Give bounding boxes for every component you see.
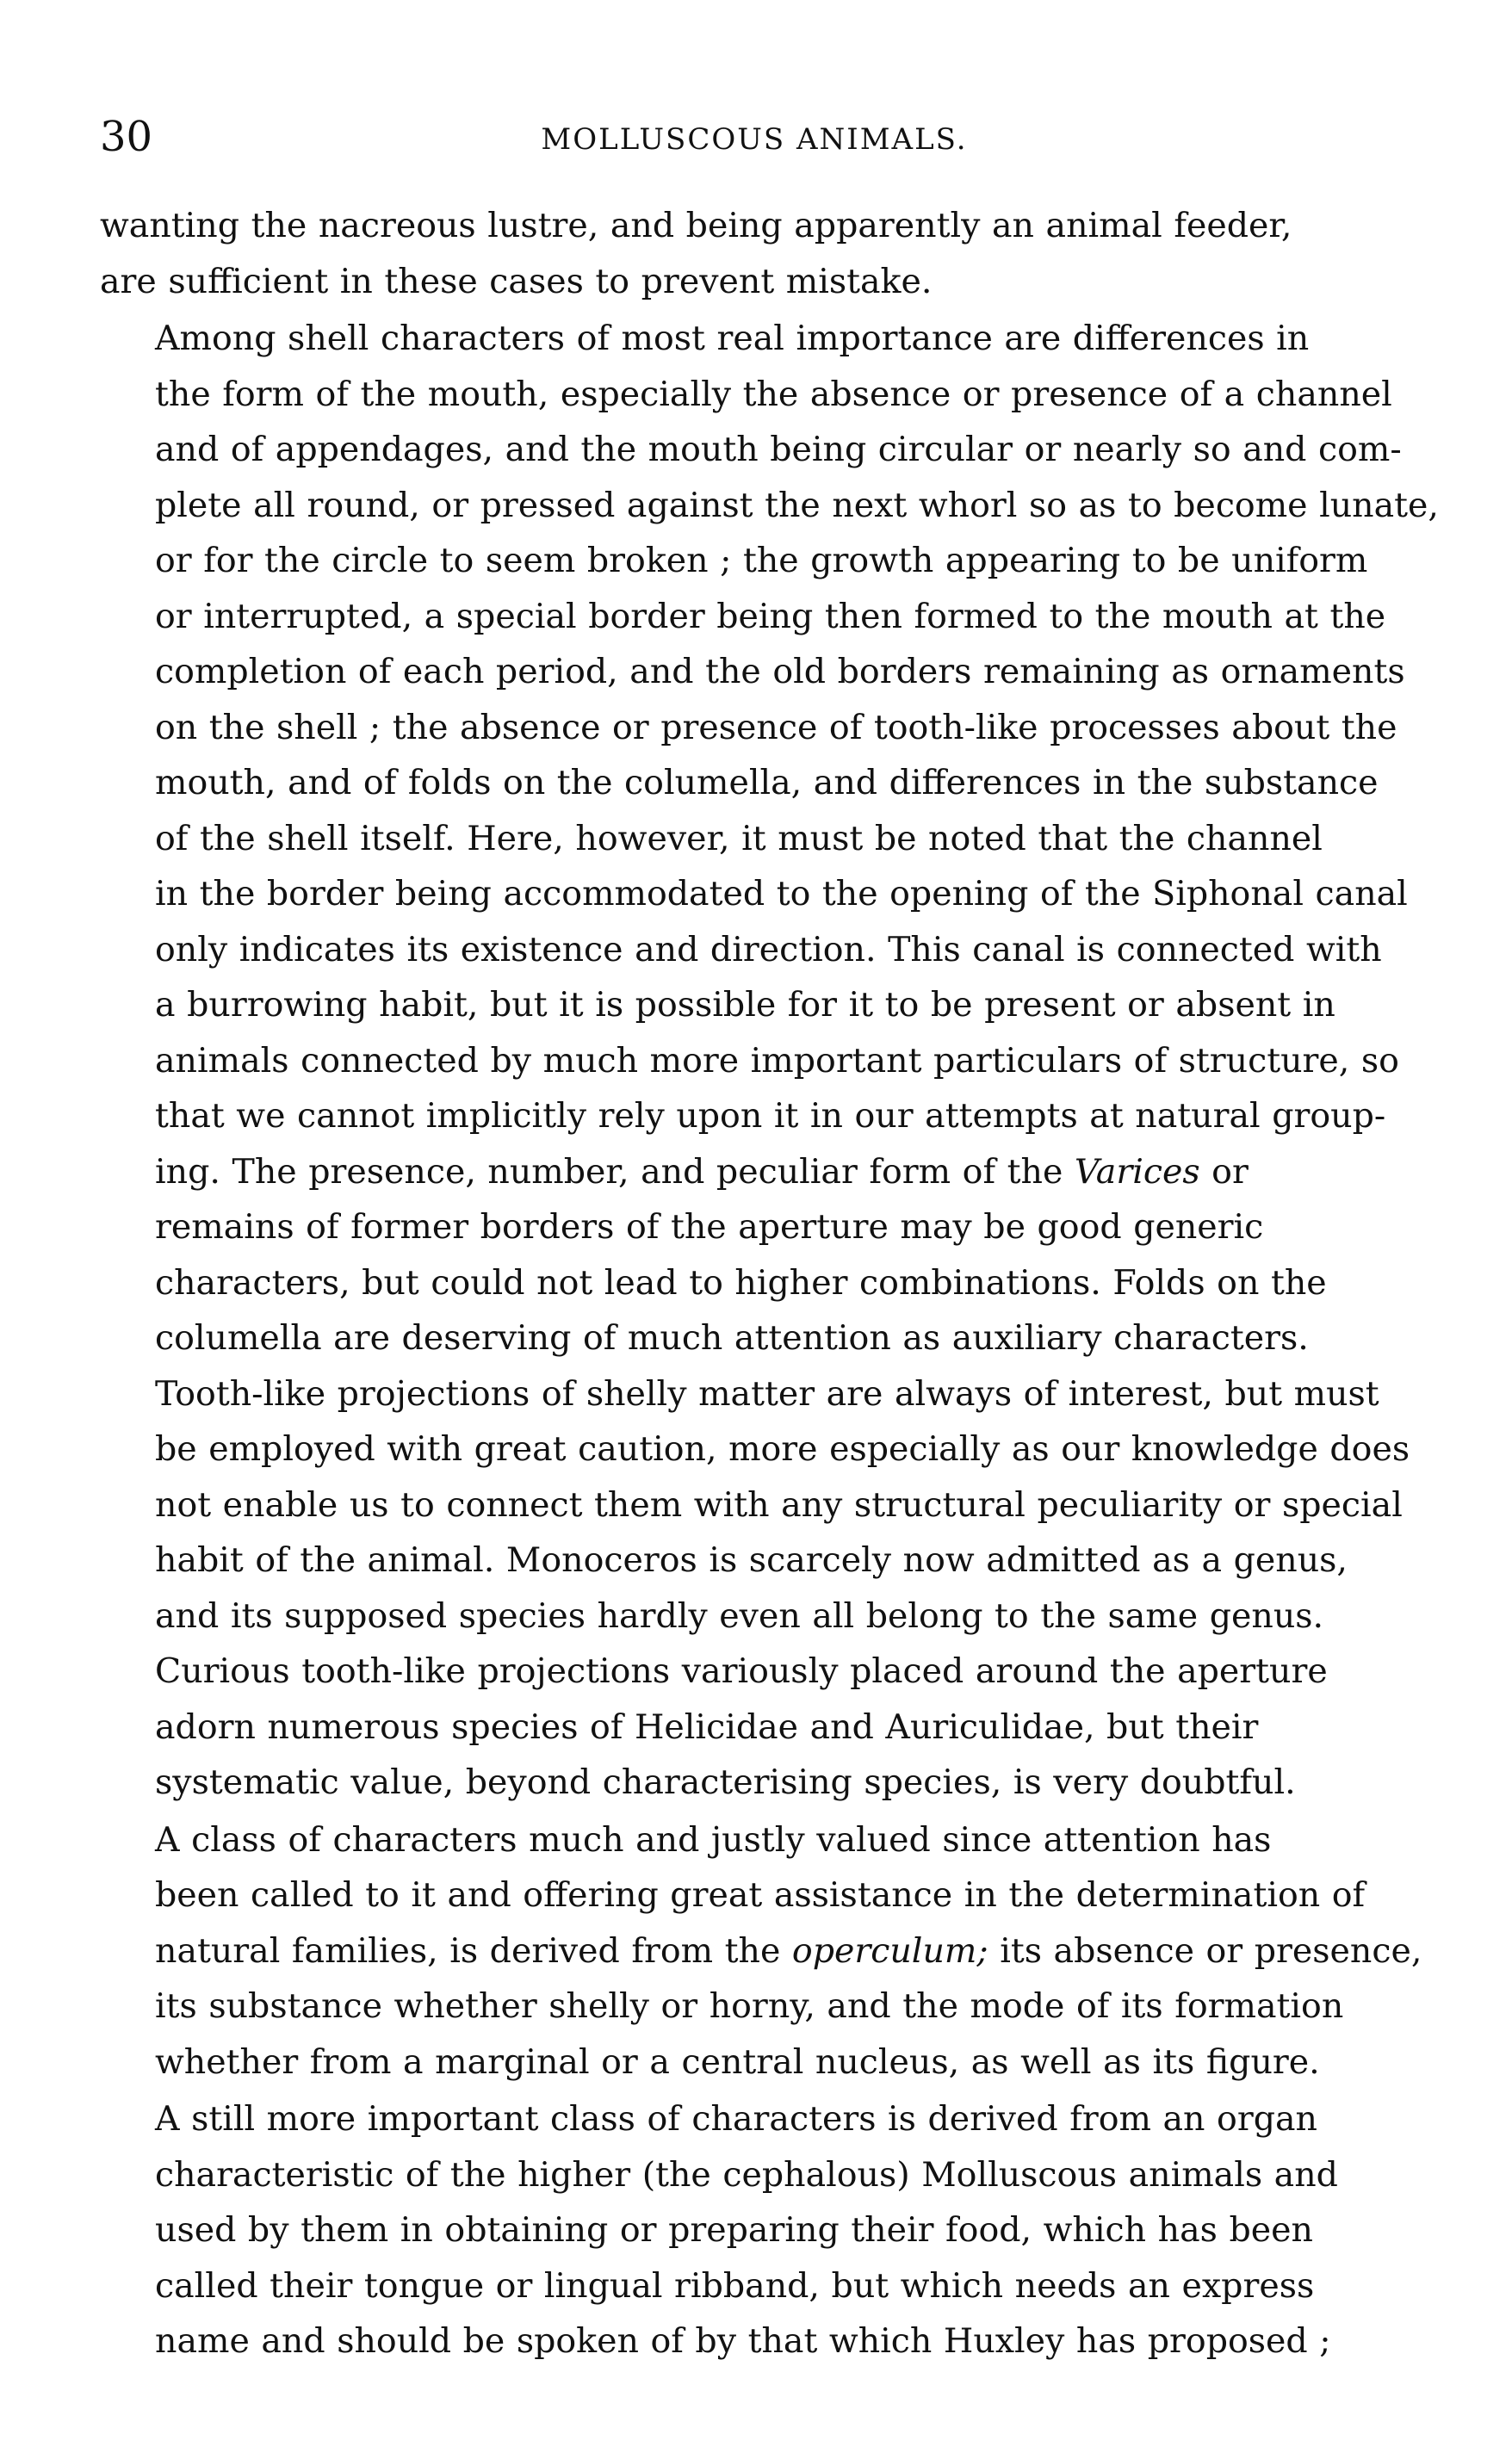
- text-line: A class of characters much and justly valued since attention has: [155, 1819, 1272, 1860]
- text-line: used by them in obtaining or preparing their food, which has been: [155, 2210, 1313, 2250]
- text-line: Tooth-like projections of shelly matter are always of interest, but must: [155, 1373, 1379, 1414]
- text-line: mouth, and of folds on the columella, and differences in the substance: [155, 763, 1379, 802]
- text-line: plete all round, or pressed against the next whorl so as to become lunate,: [155, 485, 1439, 525]
- text-line: A still more important class of characters is derived from an organ: [155, 2099, 1317, 2139]
- paragraph: [100, 198, 1409, 309]
- text-line: systematic value, beyond characterising species, is very doubtful.: [155, 1762, 1296, 1802]
- text-line: of the shell itself. Here, however, it must be noted that the channel: [155, 818, 1323, 858]
- text-line: or interrupted, a special border being then formed to the mouth at the: [155, 596, 1386, 636]
- text-line: habit of the animal. Monoceros is scarcely now admitted as a genus,: [155, 1540, 1348, 1580]
- text-line: on the shell ; the absence or presence of tooth-like processes about the: [155, 707, 1397, 747]
- text-line: whether from a marginal or a central nucleus, as well as its figure.: [155, 2041, 1320, 2082]
- text-line: Among shell characters of most real importance are differences in: [155, 319, 1310, 358]
- text-line: or for the circle to seem broken ; the growth appearing to be uniform: [155, 541, 1368, 580]
- text-line: animals connected by much more important particulars of structure, so: [155, 1040, 1399, 1081]
- text-line: characteristic of the higher (the cephalous) Molluscous animals and: [155, 2154, 1338, 2195]
- text-line: its substance whether shelly or horny, and the mode of its formation: [155, 1986, 1344, 2026]
- paragraph: [100, 2091, 1409, 2369]
- italic-term: Varices: [1074, 1151, 1200, 1192]
- page: [100, 112, 1439, 2402]
- text-segment: its absence or presence,: [988, 1930, 1422, 1971]
- text-line: completion of each period, and the old borders remaining as ornaments: [155, 652, 1405, 691]
- text-line: that we cannot implicitly rely upon it in our attempts at natural group-: [155, 1096, 1386, 1136]
- page-number: 30: [100, 113, 153, 161]
- text-line: wanting the nacreous lustre, and being apparently an animal feeder,: [100, 206, 1292, 245]
- text-line: only indicates its existence and direction. This canal is connected with: [155, 929, 1382, 969]
- text-line: characters, but could not lead to higher combinations. Folds on the: [155, 1262, 1327, 1303]
- text-line: [100, 1144, 1409, 1200]
- text-line: remains of former borders of the aperture may be good generic: [155, 1207, 1264, 1247]
- text-segment: or: [1199, 1151, 1249, 1192]
- text-line: been called to it and offering great assistance in the determination of: [155, 1875, 1366, 1915]
- text-line: a burrowing habit, but it is possible for it to be present or absent in: [155, 985, 1335, 1025]
- text-line: the form of the mouth, especially the absence or presence of a channel: [155, 374, 1392, 414]
- body-text: [100, 198, 1439, 2369]
- text-line: in the border being accommodated to the opening of the Siphonal canal: [155, 874, 1408, 914]
- text-line: be employed with great caution, more especially as our knowledge does: [155, 1429, 1410, 1469]
- text-line: called their tongue or lingual ribband, but which needs an express: [155, 2265, 1315, 2306]
- paragraph: [100, 311, 1439, 1811]
- text-line: adorn numerous species of Helicidae and Auriculidae, but their: [155, 1706, 1259, 1747]
- text-line: and of appendages, and the mouth being circular or nearly so and com-: [155, 430, 1402, 469]
- text-line: and its supposed species hardly even all belong to the same genus.: [155, 1595, 1324, 1636]
- running-head: MOLLUSCOUS ANIMALS.: [541, 122, 968, 157]
- text-line: Curious tooth-like projections variously placed around the aperture: [155, 1651, 1328, 1691]
- text-line: columella are deserving of much attention as auxiliary characters.: [155, 1318, 1309, 1358]
- text-segment: natural families, is derived from the: [155, 1930, 792, 1971]
- italic-term: operculum;: [791, 1930, 988, 1971]
- text-line: name and should be spoken of by that which Huxley has proposed ;: [155, 2321, 1331, 2361]
- text-line: are sufficient in these cases to prevent mistake.: [100, 261, 933, 301]
- paragraph: [100, 1812, 1422, 2090]
- text-line: not enable us to connect them with any structural peculiarity or special: [155, 1484, 1403, 1525]
- page-header: [100, 112, 1409, 176]
- text-segment: ing. The presence, number, and peculiar form of the: [155, 1151, 1075, 1192]
- text-line: [100, 1923, 1422, 1979]
